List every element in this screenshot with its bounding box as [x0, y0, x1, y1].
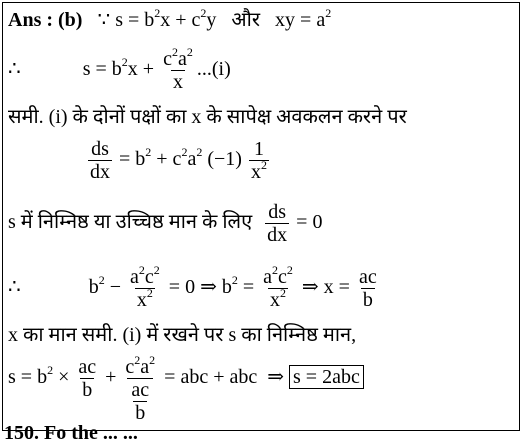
exp: 2 — [146, 286, 153, 301]
exp: 2 — [154, 6, 161, 21]
because-symbol: ∵ — [97, 9, 111, 31]
line-4 — [86, 138, 271, 183]
fraction-ac-b — [357, 266, 379, 311]
num-a: a — [140, 356, 150, 378]
therefore-symbol: ∴ — [8, 276, 21, 299]
den-dx: dx — [267, 224, 288, 246]
line-3: समी. (i) के दोनों पक्षों का x के सापेक्ष अवकलन करने पर — [8, 106, 407, 128]
num-ds: ds — [91, 138, 109, 160]
exp: 2 — [121, 55, 128, 70]
exp: 2 — [149, 353, 156, 368]
exp: 2 — [98, 273, 105, 288]
line-2 — [8, 45, 231, 93]
eq-lhs: s = b — [82, 58, 122, 81]
fraction-ds-dx — [88, 138, 112, 183]
implies-x: ⇒ x = — [301, 276, 350, 299]
line-7: x का मान समी. (i) में रखने पर s का निम्निष्ठ मान, — [8, 324, 357, 346]
num-ds: ds — [268, 201, 287, 223]
exp: 2 — [186, 45, 193, 60]
den-x: x — [136, 289, 147, 311]
eq-s-part2: x + c — [160, 9, 201, 31]
num-1: 1 — [253, 138, 264, 160]
fraction-compound — [123, 353, 157, 424]
num-c: c — [125, 356, 135, 378]
cut-text: 150. Fo the ... ... — [4, 422, 138, 444]
rhs-zero: = 0 — [296, 211, 323, 234]
eq-xy: xy = a — [275, 9, 326, 31]
line-1 — [8, 6, 332, 31]
implies-sign: ⇒ — [267, 366, 285, 389]
den-b: b — [362, 289, 373, 311]
exp: 2 — [181, 145, 188, 160]
den-x: x — [270, 289, 281, 311]
exp: 2 — [153, 263, 160, 278]
exp: 2 — [47, 363, 54, 378]
exp: 2 — [286, 263, 293, 278]
rhs-b: = b — [119, 148, 146, 171]
den-x: x — [172, 71, 183, 93]
eq-s-part3: y — [206, 9, 217, 31]
rhs-abc: = abc + abc — [164, 366, 258, 389]
minus-sign: − — [109, 276, 122, 299]
eq-zero-implies: = 0 ⇒ b — [168, 276, 232, 299]
line-5 — [8, 201, 322, 246]
plus-sign: + — [105, 366, 117, 389]
exp: 2 — [280, 286, 287, 301]
exp: 2 — [134, 353, 141, 368]
equals: = — [242, 276, 255, 299]
den-dx: dx — [90, 161, 110, 183]
equation-ref: ...(i) — [196, 58, 231, 81]
exp: 2 — [171, 45, 178, 60]
rhs-c: + c — [156, 148, 182, 171]
fraction-1-x2 — [249, 138, 269, 183]
exp: 2 — [196, 145, 203, 160]
fraction-c2a2-x — [161, 45, 195, 93]
num-c: c — [163, 48, 172, 70]
num-a: a — [177, 48, 187, 70]
exp: 2 — [260, 158, 267, 173]
eq-lhs: s = b — [8, 366, 48, 389]
and-word: और — [231, 9, 261, 31]
times-sign: × — [58, 366, 70, 389]
den-b: b — [82, 379, 93, 401]
num-a: a — [263, 266, 273, 288]
exp: 2 — [200, 6, 207, 21]
line-8 — [8, 353, 364, 424]
term-b: b — [88, 276, 99, 299]
exp: 2 — [231, 273, 238, 288]
rhs-a: a — [187, 148, 197, 171]
fraction-a2c2-x2 — [128, 263, 162, 311]
line-6 — [8, 263, 381, 311]
exp: 2 — [145, 145, 152, 160]
exp: 2 — [138, 263, 145, 278]
final-result-box: s = 2abc — [289, 365, 364, 389]
next-question-cutoff — [0, 422, 525, 444]
num-a: a — [130, 266, 139, 288]
num-c: c — [144, 266, 154, 288]
fraction-ac-b — [76, 356, 98, 401]
den-x: x — [250, 161, 261, 183]
num-c: c — [278, 266, 287, 288]
line-5-text: s में निम्निष्ठ या उच्चिष्ठ मान के लिए — [8, 211, 253, 234]
fraction-a2c2-x2-b — [261, 263, 295, 311]
rhs-minus-one: (−1) — [207, 148, 242, 171]
num-ac: ac — [78, 356, 97, 378]
eq-x-plus: x + — [127, 58, 155, 81]
num-ac: ac — [358, 266, 377, 288]
inner-den-b: b — [135, 402, 146, 424]
fraction-ds-dx-2 — [265, 201, 289, 246]
exp: 2 — [272, 263, 279, 278]
inner-num-ac: ac — [131, 379, 150, 401]
therefore-symbol: ∴ — [8, 58, 21, 81]
eq-s-part1: s = b — [115, 9, 155, 31]
answer-label: Ans : (b) — [8, 9, 83, 31]
exp: 2 — [325, 6, 332, 21]
